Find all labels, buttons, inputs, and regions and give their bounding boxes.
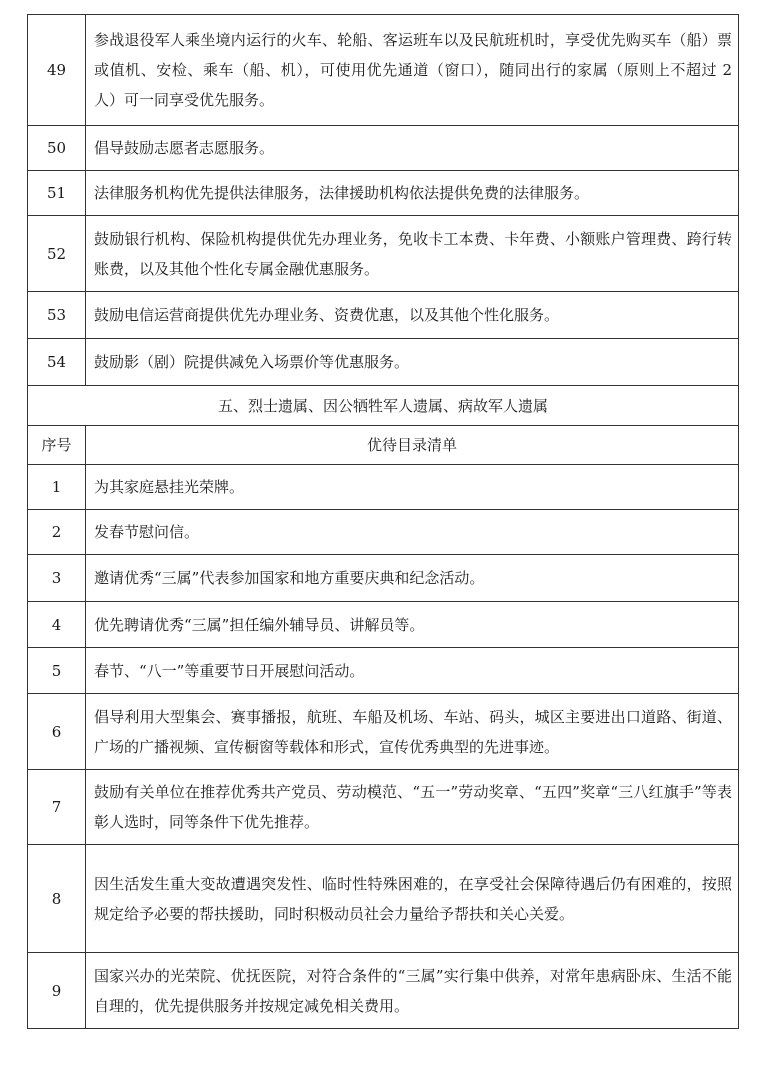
row-text: 邀请优秀“三属”代表参加国家和地方重要庆典和纪念活动。 (86, 555, 739, 602)
row-number: 54 (28, 339, 86, 386)
table-row (28, 465, 739, 510)
row-number: 9 (28, 953, 86, 1029)
table-row (28, 845, 739, 953)
row-text: 优先聘请优秀“三属”担任编外辅导员、讲解员等。 (86, 602, 739, 648)
row-text: 鼓励电信运营商提供优先办理业务、资费优惠，以及其他个性化服务。 (86, 292, 739, 339)
row-number: 5 (28, 648, 86, 694)
row-number: 50 (28, 126, 86, 171)
row-text: 法律服务机构优先提供法律服务，法律援助机构依法提供免费的法律服务。 (86, 171, 739, 216)
table-row (28, 15, 739, 126)
table-row (28, 648, 739, 694)
table-row (28, 510, 739, 555)
row-text: 因生活发生重大变故遭遇突发性、临时性特殊困难的，在享受社会保障待遇后仍有困难的，按照规定给予必要的帮扶援助，同时积极动员社会力量给予帮扶和关心关爱。 (86, 845, 739, 953)
table-row (28, 555, 739, 602)
row-text: 春节、“八一”等重要节日开展慰问活动。 (86, 648, 739, 694)
row-text: 参战退役军人乘坐境内运行的火车、轮船、客运班车以及民航班机时，享受优先购买车（船）票或值机、安检、乘车（船、机），可使用优先通道（窗口），随同出行的家属（原则上不超过 2 人）可一同享受优先服务。 (86, 15, 739, 126)
row-number: 6 (28, 694, 86, 770)
table-row (28, 953, 739, 1029)
table-row (28, 292, 739, 339)
row-text: 倡导利用大型集会、赛事播报，航班、车船及机场、车站、码头，城区主要进出口道路、街道、广场的广播视频、宣传橱窗等载体和形式，宣传优秀典型的先进事迹。 (86, 694, 739, 770)
row-text: 国家兴办的光荣院、优抚医院，对符合条件的“三属”实行集中供养，对常年患病卧床、生活不能自理的，优先提供服务并按规定减免相关费用。 (86, 953, 739, 1029)
table-row (28, 171, 739, 216)
row-number: 4 (28, 602, 86, 648)
row-text: 倡导鼓励志愿者志愿服务。 (86, 126, 739, 171)
table-row (28, 126, 739, 171)
table-row (28, 770, 739, 845)
row-text: 鼓励影（剧）院提供减免入场票价等优惠服务。 (86, 339, 739, 386)
row-number: 7 (28, 770, 86, 845)
row-number: 53 (28, 292, 86, 339)
column-header-list: 优待目录清单 (86, 426, 739, 465)
row-text: 鼓励银行机构、保险机构提供优先办理业务，免收卡工本费、卡年费、小额账户管理费、跨行转账费，以及其他个性化专属金融优惠服务。 (86, 216, 739, 292)
table-row (28, 602, 739, 648)
column-header-number: 序号 (28, 426, 86, 465)
table-row (28, 694, 739, 770)
row-number: 8 (28, 845, 86, 953)
table-row (28, 339, 739, 386)
row-number: 52 (28, 216, 86, 292)
row-text: 鼓励有关单位在推荐优秀共产党员、劳动模范、“五一”劳动奖章、“五四”奖章“三八红旗手”等表彰人选时，同等条件下优先推荐。 (86, 770, 739, 845)
row-number: 1 (28, 465, 86, 510)
row-text: 为其家庭悬挂光荣牌。 (86, 465, 739, 510)
row-number: 49 (28, 15, 86, 126)
row-number: 2 (28, 510, 86, 555)
section-row (28, 386, 739, 426)
section-title: 五、烈士遗属、因公牺牲军人遗属、病故军人遗属 (28, 386, 739, 426)
row-number: 51 (28, 171, 86, 216)
row-text: 发春节慰问信。 (86, 510, 739, 555)
table-row (28, 216, 739, 292)
header-row (28, 426, 739, 465)
row-number: 3 (28, 555, 86, 602)
benefits-table (27, 14, 739, 1029)
